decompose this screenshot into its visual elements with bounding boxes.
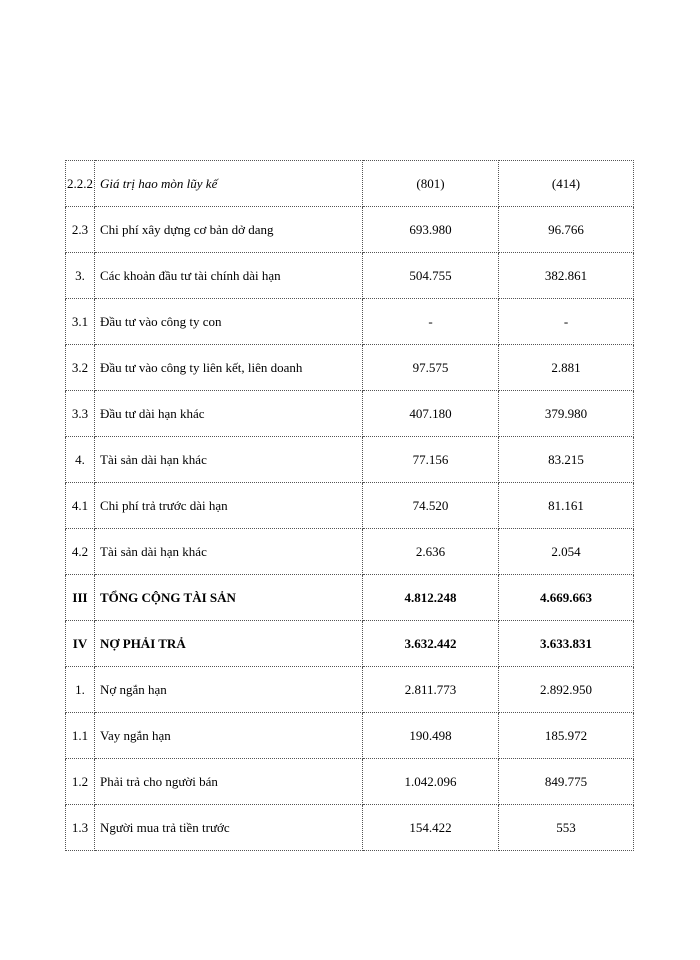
- table-row: [66, 483, 634, 529]
- row-number-cell: 4.1: [66, 483, 95, 529]
- table-row: [66, 207, 634, 253]
- row-label-cell: Giá trị hao mòn lũy kế: [95, 161, 363, 207]
- row-label-cell: Nợ ngắn hạn: [95, 667, 363, 713]
- value-col1-cell: 504.755: [363, 253, 499, 299]
- row-label-cell: Tài sản dài hạn khác: [95, 529, 363, 575]
- value-col2-cell: -: [499, 299, 634, 345]
- row-number-cell: 1.3: [66, 805, 95, 851]
- value-col2-cell: 81.161: [499, 483, 634, 529]
- value-col2-cell: 2.892.950: [499, 667, 634, 713]
- table-row: [66, 713, 634, 759]
- table-body: [66, 161, 634, 851]
- value-col2-cell: 4.669.663: [499, 575, 634, 621]
- value-col1-cell: 77.156: [363, 437, 499, 483]
- value-col2-cell: 553: [499, 805, 634, 851]
- value-col2-cell: 2.054: [499, 529, 634, 575]
- value-col1-cell: (801): [363, 161, 499, 207]
- table-row: [66, 253, 634, 299]
- value-col1-cell: 2.636: [363, 529, 499, 575]
- table-row: [66, 161, 634, 207]
- value-col1-cell: 693.980: [363, 207, 499, 253]
- row-number-cell: 4.2: [66, 529, 95, 575]
- value-col1-cell: -: [363, 299, 499, 345]
- value-col2-cell: (414): [499, 161, 634, 207]
- table-row: [66, 667, 634, 713]
- table-row: [66, 759, 634, 805]
- value-col1-cell: 407.180: [363, 391, 499, 437]
- balance-sheet-table: [65, 160, 634, 851]
- row-number-cell: 3.2: [66, 345, 95, 391]
- value-col1-cell: 4.812.248: [363, 575, 499, 621]
- row-number-cell: 4.: [66, 437, 95, 483]
- row-number-cell: III: [66, 575, 95, 621]
- row-label-cell: NỢ PHẢI TRẢ: [95, 621, 363, 667]
- value-col1-cell: 2.811.773: [363, 667, 499, 713]
- table-row: [66, 299, 634, 345]
- value-col1-cell: 1.042.096: [363, 759, 499, 805]
- value-col2-cell: 3.633.831: [499, 621, 634, 667]
- row-number-cell: 2.3: [66, 207, 95, 253]
- value-col2-cell: 83.215: [499, 437, 634, 483]
- row-label-cell: Phải trả cho người bán: [95, 759, 363, 805]
- row-label-cell: Chi phí trả trước dài hạn: [95, 483, 363, 529]
- table-row: [66, 437, 634, 483]
- table-row: [66, 621, 634, 667]
- value-col2-cell: 96.766: [499, 207, 634, 253]
- table-row: [66, 805, 634, 851]
- value-col2-cell: 185.972: [499, 713, 634, 759]
- value-col1-cell: 3.632.442: [363, 621, 499, 667]
- row-label-cell: Chi phí xây dựng cơ bản dở dang: [95, 207, 363, 253]
- table-row: [66, 391, 634, 437]
- value-col1-cell: 97.575: [363, 345, 499, 391]
- row-number-cell: 1.2: [66, 759, 95, 805]
- row-number-cell: 2.2.2: [66, 161, 95, 207]
- row-number-cell: 1.1: [66, 713, 95, 759]
- row-number-cell: 3.3: [66, 391, 95, 437]
- row-label-cell: TỔNG CỘNG TÀI SẢN: [95, 575, 363, 621]
- row-label-cell: Các khoản đầu tư tài chính dài hạn: [95, 253, 363, 299]
- value-col2-cell: 849.775: [499, 759, 634, 805]
- value-col1-cell: 154.422: [363, 805, 499, 851]
- value-col1-cell: 74.520: [363, 483, 499, 529]
- row-number-cell: 3.: [66, 253, 95, 299]
- table-row: [66, 575, 634, 621]
- value-col2-cell: 382.861: [499, 253, 634, 299]
- value-col2-cell: 379.980: [499, 391, 634, 437]
- row-label-cell: Đầu tư vào công ty liên kết, liên doanh: [95, 345, 363, 391]
- row-number-cell: 3.1: [66, 299, 95, 345]
- row-label-cell: Đầu tư vào công ty con: [95, 299, 363, 345]
- row-label-cell: Tài sản dài hạn khác: [95, 437, 363, 483]
- value-col2-cell: 2.881: [499, 345, 634, 391]
- row-number-cell: IV: [66, 621, 95, 667]
- row-label-cell: Người mua trả tiền trước: [95, 805, 363, 851]
- table-row: [66, 529, 634, 575]
- value-col1-cell: 190.498: [363, 713, 499, 759]
- row-label-cell: Vay ngắn hạn: [95, 713, 363, 759]
- row-number-cell: 1.: [66, 667, 95, 713]
- table-row: [66, 345, 634, 391]
- row-label-cell: Đầu tư dài hạn khác: [95, 391, 363, 437]
